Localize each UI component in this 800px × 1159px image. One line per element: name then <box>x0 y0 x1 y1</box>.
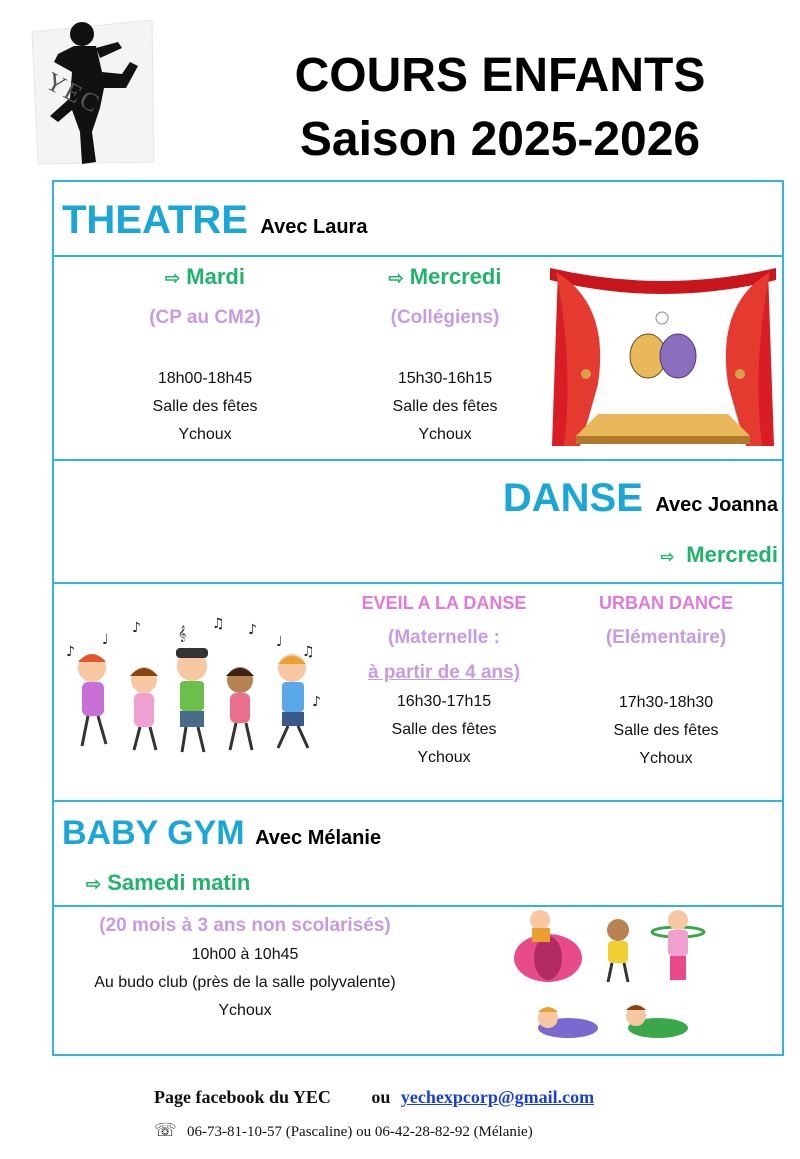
footer-or: ou <box>371 1087 391 1107</box>
danse-place-1: Salle des fêtes <box>391 721 497 738</box>
danse-time-2: 17h30-18h30 <box>618 694 714 711</box>
babygym-header <box>62 816 381 850</box>
danse-title: DANSE <box>502 476 643 520</box>
svg-text:♩: ♩ <box>276 634 283 650</box>
theatre-audience-2: (Collégiens) <box>390 307 500 328</box>
divider <box>52 459 784 461</box>
svg-text:♩: ♩ <box>102 632 109 648</box>
danse-group-2 <box>566 594 766 773</box>
theatre-stage-illustration <box>550 264 776 450</box>
footer-phones <box>154 1120 533 1141</box>
divider <box>52 800 784 802</box>
arrow-right-icon: ⇨ <box>165 268 181 288</box>
phone-numbers: 06-73-81-10-57 (Pascaline) ou 06-42-28-82-92 (Mélanie) <box>186 1124 533 1140</box>
dancing-kids-illustration <box>62 616 336 758</box>
arrow-right-icon: ⇨ <box>388 268 404 288</box>
danse-time-1: 16h30-17h15 <box>396 693 492 710</box>
theatre-place-2: Salle des fêtes <box>392 398 498 415</box>
divider <box>52 255 784 257</box>
danse-audience-1b: à partir de 4 ans) <box>367 662 521 683</box>
theatre-title: THEATRE <box>62 198 248 242</box>
theatre-audience-1: (CP au CM2) <box>149 307 261 328</box>
svg-text:♪: ♪ <box>312 694 321 710</box>
babygym-teacher: Avec Mélanie <box>255 827 382 849</box>
logo <box>22 12 160 174</box>
svg-text:♫: ♫ <box>302 644 315 660</box>
theatre-header <box>62 200 367 240</box>
danse-town-2: Ychoux <box>639 750 693 767</box>
theatre-place-1: Salle des fêtes <box>152 398 258 415</box>
babygym-details <box>70 916 420 1025</box>
page-subtitle: Saison 2025-2026 <box>299 113 701 166</box>
svg-text:𝄞: 𝄞 <box>178 626 187 642</box>
theatre-group-1 <box>100 266 310 449</box>
divider <box>52 582 784 584</box>
danse-name-1: EVEIL A LA DANSE <box>361 593 527 613</box>
svg-text:♫: ♫ <box>212 616 225 632</box>
theatre-time-2: 15h30-16h15 <box>397 370 493 387</box>
danse-audience-1a: (Maternelle : <box>388 627 500 648</box>
footer-contact <box>154 1087 594 1108</box>
danse-audience-2: (Elémentaire) <box>605 627 727 648</box>
svg-text:♪: ♪ <box>66 644 75 660</box>
theatre-day-2: ⇨ Mercredi <box>388 264 502 289</box>
phone-icon: ☏ <box>154 1120 177 1141</box>
danse-teacher: Avec Joanna <box>655 494 778 516</box>
facebook-label: Page facebook du YEC <box>154 1087 331 1107</box>
theatre-day-1: ⇨ Mardi <box>165 264 245 289</box>
danse-place-2: Salle des fêtes <box>613 722 719 739</box>
danse-town-1: Ychoux <box>417 749 471 766</box>
theatre-group-2 <box>340 266 550 449</box>
danse-group-1 <box>334 594 554 772</box>
babygym-place: Au budo club (près de la salle polyvalente) <box>94 974 396 991</box>
babygym-day: ⇨ Samedi matin <box>86 870 251 895</box>
babygym-audience: (20 mois à 3 ans non scolarisés) <box>99 915 391 936</box>
babygym-title: BABY GYM <box>62 814 245 852</box>
arrow-right-icon: ⇨ <box>86 874 102 894</box>
page-title: COURS ENFANTS <box>294 49 706 102</box>
arrow-right-icon: ⇨ <box>660 549 675 566</box>
danse-name-2: URBAN DANCE <box>599 593 733 613</box>
theatre-town-2: Ychoux <box>418 426 472 443</box>
svg-text:♪: ♪ <box>132 620 141 636</box>
danse-day: ⇨ Mercredi <box>660 542 778 567</box>
theatre-time-1: 18h00-18h45 <box>157 370 253 387</box>
theatre-town-1: Ychoux <box>178 426 232 443</box>
svg-text:♪: ♪ <box>248 622 257 638</box>
babygym-illustration <box>508 906 718 1052</box>
babygym-town: Ychoux <box>218 1002 272 1019</box>
email-link[interactable]: yechexpcorp@gmail.com <box>400 1087 595 1107</box>
theatre-teacher: Avec Laura <box>260 216 368 238</box>
danse-header <box>503 478 778 518</box>
logo-text: YEC <box>40 66 106 119</box>
babygym-time: 10h00 à 10h45 <box>191 946 299 963</box>
